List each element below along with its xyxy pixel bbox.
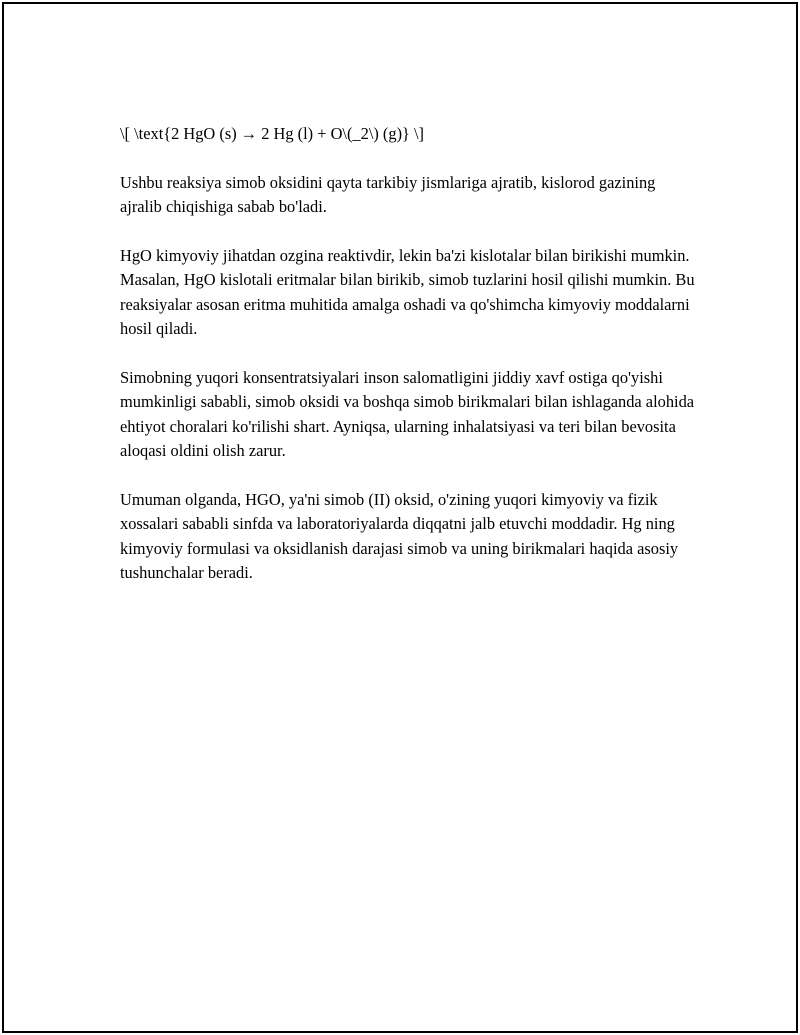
paragraph-reaction-explanation: Ushbu reaksiya simob oksidini qayta tarkibiy jismlariga ajratib, kislorod gazining ajralib chiqishiga sabab bo'ladi. [120,172,656,217]
document-body [120,122,700,610]
paragraph-summary: Umuman olganda, HGO, ya'ni simob (II) oksid, o'zining yuqori kimyoviy va fizik xossalari sababli sinfda va laboratoriyalarda diqqatni jalb etuvchi moddadir. Hg ning kimyoviy formulasi va oksidlanish darajasi simob va uning birikmalari haqida asosiy tushunchalar beradi. [120,490,679,583]
document-page [2,2,798,1033]
chemical-equation: \[ \text{2 HgO (s) → 2 Hg (l) + O\(_2\) (g)} \] [120,124,425,143]
paragraph-reactivity: HgO kimyoviy jihatdan ozgina reaktivdir, lekin ba'zi kislotalar bilan birikishi mumkin. Masalan, HgO kislotali eritmalar bilan birikib, simob tuzlarini hosil qilishi mumkin. Bu reaksiyalar asosan eritma muhitida amalga oshadi va qo'shimcha kimyoviy moddalarni hosil qiladi. [120,246,695,339]
paragraph-safety: Simobning yuqori konsentratsiyalari inson salomatligini jiddiy xavf ostiga qo'yishi mumkinligi sababli, simob oksidi va boshqa simob birikmalari bilan ishlaganda alohida ehtiyot choralari ko'rilishi shart. Ayniqsa, ularning inhalatsiyasi va teri bilan bevosita aloqasi oldini olish zarur. [120,368,695,461]
